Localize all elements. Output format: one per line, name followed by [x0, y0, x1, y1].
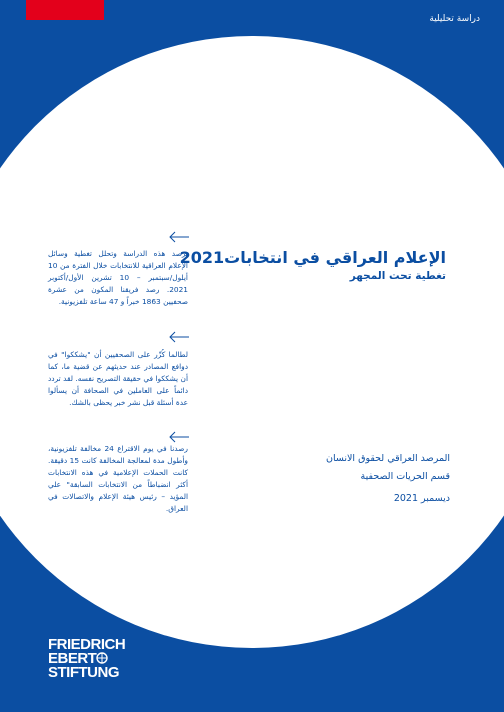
department-name: قسم الحريات الصحفية	[360, 471, 450, 482]
white-circle-background	[0, 36, 504, 648]
arrow-left-icon	[168, 431, 190, 443]
summary-paragraph-2: لطالما كُرِّر على الصحفيين أن "يشككوا" في دوافع المصادر عند حديثهم عن قضية ما، كما أن يشككوا في حقيقة التصريح نفسه. لقد تردد دائماً على العاملين في الصحافة أن يسألوا عدة أسئلة قبل نشر خبر يحظى بالشك.	[48, 350, 188, 407]
logo-line-3: STIFTUNG	[48, 664, 119, 681]
arrow-left-icon	[168, 331, 190, 343]
summary-paragraph-3: رصدنا في يوم الاقتراع 24 مخالفة تلفزيونية، وأطول مدة لمعالجة المخالفة كانت 15 دقيقة. كانت الحملات الإعلامية في هذه الانتخابات أكثر انضباطاً من الانتخابات السابقة" علي المؤيد – رئيس هيئة الإعلام والاتصالات في العراق.	[48, 444, 188, 513]
fes-logo	[48, 638, 125, 680]
document-type-label: دراسة تحليلية	[429, 14, 480, 24]
logo-line-2: EBERT	[48, 650, 97, 667]
red-accent-tab	[26, 0, 104, 20]
organization-name: المرصد العراقي لحقوق الانسان	[326, 453, 450, 464]
globe-icon	[96, 652, 108, 664]
report-title: الإعلام العراقي في انتخابات2021	[179, 248, 446, 267]
arrow-left-icon	[168, 231, 190, 243]
report-subtitle: تغطية تحت المجهر	[349, 270, 446, 282]
summary-paragraph-1: ترصد هذه الدراسة وتحلل تغطية وسائل الإعلام العراقية للانتخابات خلال الفترة من 10 أيلول/سبتمبر – 10 تشرين الأول/أكتوبر 2021. رصد فريقنا المكون من عشرة صحفيين 1863 خبراً و 47 ساعة تلفزيونية.	[48, 249, 188, 306]
logo-line-1: FRIEDRICH	[48, 636, 126, 653]
publication-date: ديسمبر 2021	[393, 493, 450, 504]
